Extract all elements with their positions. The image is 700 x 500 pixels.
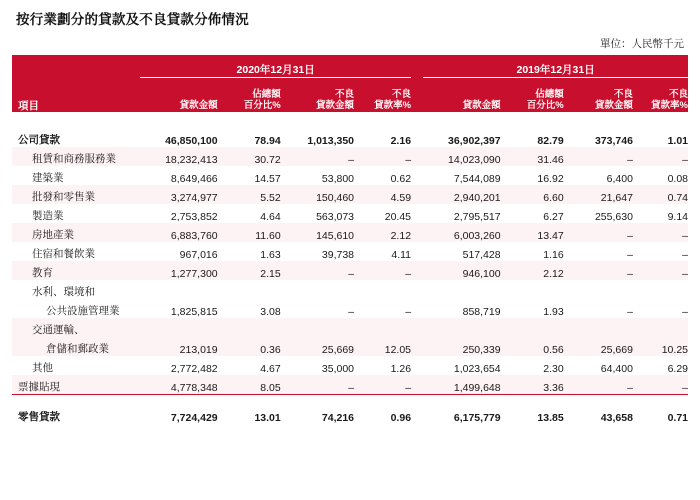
- npl-2019: –: [627, 230, 633, 242]
- table-row: [12, 337, 688, 356]
- amount-2020: 18,232,413: [165, 154, 218, 166]
- table-row: [12, 299, 688, 318]
- pct-2019: 1.93: [543, 306, 564, 318]
- pct-2020: 4.67: [260, 363, 281, 375]
- pct-2019: 31.46: [537, 154, 564, 166]
- column-gap: [411, 318, 423, 337]
- amount-2020: 1,277,300: [170, 268, 218, 280]
- table-row: [12, 204, 688, 223]
- amount-2020: 4,778,348: [170, 382, 218, 394]
- pct-2019: 2.30: [543, 363, 564, 375]
- npl-2020: –: [348, 382, 355, 394]
- nplr-2020: 20.45: [384, 211, 412, 223]
- column-gap: [411, 242, 423, 261]
- amount-2020: 2,753,852: [170, 211, 218, 223]
- nplr-2019: 10.25: [661, 344, 688, 356]
- header-group-2019: 2019年12月31日: [423, 55, 688, 78]
- npl-2020: 563,073: [316, 211, 355, 223]
- amount-2020: 7,724,429: [170, 412, 218, 424]
- amount-2020: 3,274,977: [170, 192, 218, 204]
- nplr-2019: 6.29: [667, 363, 688, 375]
- npl-2019: –: [627, 306, 633, 318]
- page-title: 按行業劃分的貸款及不良貸款分佈情況: [16, 12, 249, 27]
- column-gap: [411, 337, 423, 356]
- npl-2020: –: [348, 268, 355, 280]
- header-2020-npl: [281, 78, 354, 113]
- header-sub-gap: [411, 78, 423, 113]
- header-sub-row: [12, 78, 688, 113]
- pct-2019: 16.92: [537, 173, 564, 185]
- amount-2019: 250,339: [462, 344, 501, 356]
- table-row: [12, 261, 688, 280]
- pct-2020: 5.52: [260, 192, 281, 204]
- header-2019-npl-line1: 不良: [613, 89, 633, 101]
- pct-2019: 3.36: [543, 382, 564, 394]
- pct-2020: 2.15: [260, 268, 281, 280]
- header-2020-pct-line1: 佔總額: [252, 89, 281, 101]
- npl-2020: 53,800: [321, 173, 355, 185]
- nplr-2020: 1.26: [390, 363, 412, 375]
- npl-2020: 145,610: [316, 230, 355, 242]
- nplr-2019: 0.74: [667, 192, 688, 204]
- nplr-2019: 0.71: [667, 412, 688, 424]
- header-blank-cell: [12, 55, 140, 78]
- nplr-2019: [633, 280, 688, 299]
- pct-2019: 6.60: [543, 192, 564, 204]
- column-gap: [411, 185, 423, 204]
- table-row: [12, 375, 688, 394]
- pct-2020: 13.01: [254, 412, 281, 424]
- header-2019-nplr-line2: 貸款率%: [651, 100, 688, 112]
- nplr-2020: –: [405, 306, 412, 318]
- unit-label: 單位：人民幣千元: [600, 38, 684, 50]
- amount-2019: 7,544,089: [453, 173, 501, 185]
- nplr-2019: 9.14: [667, 211, 688, 223]
- table-row: [12, 147, 688, 166]
- pct-2020: 8.05: [260, 382, 281, 394]
- header-item-label: 項目: [12, 78, 140, 113]
- column-gap: [411, 405, 423, 424]
- amount-2020: 213,019: [179, 344, 218, 356]
- pct-2019: 1.16: [543, 249, 564, 261]
- pct-2019: [501, 318, 564, 337]
- nplr-2019: –: [682, 382, 688, 394]
- nplr-2020: 4.59: [390, 192, 412, 204]
- table-row: [12, 318, 688, 337]
- pct-2020: 3.08: [260, 306, 281, 318]
- amount-2019: 1,023,654: [453, 363, 501, 375]
- npl-2019: 255,630: [594, 211, 633, 223]
- npl-2020: 74,216: [321, 412, 355, 424]
- column-gap: [411, 261, 423, 280]
- nplr-2019: 0.08: [667, 173, 688, 185]
- row-label: 票據貼現: [18, 381, 60, 393]
- npl-2020: –: [348, 154, 355, 166]
- nplr-2019: –: [682, 154, 688, 166]
- pct-2019: 13.47: [537, 230, 564, 242]
- pct-2020: 30.72: [254, 154, 281, 166]
- amount-2019: 14,023,090: [448, 154, 501, 166]
- table-row: [12, 166, 688, 185]
- npl-2020: 35,000: [321, 363, 355, 375]
- header-2019-pct-line2: 百分比%: [526, 100, 564, 112]
- nplr-2020: 12.05: [384, 344, 412, 356]
- header-spacer-row: [12, 112, 688, 128]
- amount-2019: 858,719: [462, 306, 501, 318]
- pct-2020: 11.60: [255, 230, 281, 242]
- row-label: 公共設施管理業: [46, 305, 120, 317]
- npl-2020: [281, 280, 354, 299]
- table-row: [12, 405, 688, 424]
- npl-2019: [564, 318, 633, 337]
- table-row: [12, 223, 688, 242]
- npl-2020: –: [348, 306, 355, 318]
- header-2020-nplr-line1: 不良: [392, 89, 412, 101]
- npl-2020: 25,669: [321, 344, 355, 356]
- header-2020-nplr: [354, 78, 411, 113]
- nplr-2020: 0.96: [390, 412, 412, 424]
- npl-2019: 21,647: [600, 192, 633, 204]
- nplr-2019: –: [682, 230, 688, 242]
- pct-2019: 82.79: [537, 135, 564, 147]
- nplr-2019: –: [682, 249, 688, 261]
- nplr-2020: 2.12: [390, 230, 412, 242]
- header-2020-amount: 貸款金額: [140, 78, 217, 113]
- pct-2020: [218, 280, 281, 299]
- amount-2020: [140, 318, 217, 337]
- nplr-2020: 4.11: [391, 249, 412, 261]
- nplr-2020: [354, 318, 411, 337]
- amount-2019: [423, 318, 500, 337]
- row-label: 批發和零售業: [32, 191, 95, 203]
- pct-2020: 0.36: [260, 344, 281, 356]
- header-2019-pct: [501, 78, 564, 113]
- npl-2020: 39,738: [321, 249, 355, 261]
- nplr-2019: –: [682, 306, 688, 318]
- amount-2019: 2,940,201: [453, 192, 501, 204]
- row-label: 教育: [32, 267, 53, 279]
- pct-2020: 14.57: [254, 173, 281, 185]
- column-gap: [411, 299, 423, 318]
- npl-2019: –: [627, 268, 633, 280]
- table-body: [12, 55, 688, 128]
- amount-2020: 8,649,466: [170, 173, 218, 185]
- npl-2020: [281, 318, 354, 337]
- row-label: 製造業: [32, 210, 64, 222]
- nplr-2020: [354, 280, 411, 299]
- column-gap: [411, 166, 423, 185]
- header-2019-pct-line1: 佔總額: [535, 89, 564, 101]
- table-row: [12, 185, 688, 204]
- header-2020-pct: [218, 78, 281, 113]
- amount-2019: 1,499,648: [453, 382, 501, 394]
- amount-2019: 6,175,779: [453, 412, 501, 424]
- loan-distribution-table: [12, 55, 688, 128]
- npl-2019: 25,669: [600, 344, 633, 356]
- column-gap: [411, 204, 423, 223]
- table-row: [12, 356, 688, 375]
- column-gap: [411, 356, 423, 375]
- table-row: [12, 128, 688, 147]
- row-label: 建築業: [32, 172, 64, 184]
- pct-2019: 2.12: [543, 268, 564, 280]
- row-label: 水利、環境和: [32, 286, 95, 298]
- column-gap: [411, 128, 423, 147]
- column-gap: [411, 280, 423, 299]
- header-2020-npl-line2: 貸款金額: [315, 100, 354, 112]
- header-2019-npl-line2: 貸款金額: [594, 100, 633, 112]
- row-label: 交通運輸、: [32, 324, 85, 336]
- section-gap-cell: [12, 395, 688, 405]
- pct-2019: 13.85: [537, 412, 564, 424]
- header-group-row: [12, 55, 688, 78]
- row-label: 房地產業: [32, 229, 74, 241]
- row-label: 其他: [32, 362, 53, 374]
- npl-2019: –: [627, 249, 633, 261]
- npl-2019: –: [627, 154, 633, 166]
- nplr-2020: –: [405, 268, 412, 280]
- pct-2020: 78.94: [254, 135, 281, 147]
- amount-2020: 46,850,100: [165, 135, 218, 147]
- amount-2020: 967,016: [179, 249, 218, 261]
- npl-2019: 64,400: [600, 363, 633, 375]
- nplr-2020: 0.62: [390, 173, 412, 185]
- nplr-2020: 2.16: [390, 135, 412, 147]
- npl-2020: 150,460: [316, 192, 355, 204]
- amount-2019: 946,100: [462, 268, 501, 280]
- pct-2020: [218, 318, 281, 337]
- pct-2019: 0.56: [543, 344, 564, 356]
- header-2020-pct-line2: 百分比%: [243, 100, 281, 112]
- loan-distribution-data: [12, 128, 688, 424]
- npl-2019: –: [627, 382, 633, 394]
- npl-2019: [564, 280, 633, 299]
- column-gap: [411, 375, 423, 394]
- amount-2019: 517,428: [462, 249, 501, 261]
- header-group-2020: 2020年12月31日: [140, 55, 411, 78]
- npl-2019: 373,746: [594, 135, 633, 147]
- pct-2020: 4.64: [260, 211, 281, 223]
- row-label: 住宿和餐飲業: [32, 248, 95, 260]
- nplr-2019: [633, 318, 688, 337]
- nplr-2020: –: [405, 382, 412, 394]
- table-row: [12, 280, 688, 299]
- pct-2019: 6.27: [543, 211, 564, 223]
- npl-2019: 6,400: [606, 173, 633, 185]
- header-2020-nplr-line2: 貸款率%: [374, 100, 412, 112]
- pct-2020: 1.63: [260, 249, 281, 261]
- row-label: 公司貸款: [18, 134, 60, 146]
- header-2019-amount: 貸款金額: [423, 78, 500, 113]
- header-gap-cell: [411, 55, 423, 78]
- header-2019-npl: [564, 78, 633, 113]
- amount-2019: 2,795,517: [453, 211, 501, 223]
- data-rows: [12, 128, 688, 424]
- column-gap: [411, 147, 423, 166]
- row-label: 租賃和商務服務業: [32, 153, 116, 165]
- row-label: 零售貸款: [18, 411, 60, 423]
- header-2019-nplr-line1: 不良: [668, 89, 688, 101]
- header-2020-npl-line1: 不良: [334, 89, 354, 101]
- pct-2019: [501, 280, 564, 299]
- section-gap: [12, 395, 688, 405]
- amount-2020: [140, 280, 217, 299]
- amount-2019: [423, 280, 500, 299]
- amount-2020: 6,883,760: [170, 230, 218, 242]
- nplr-2019: 1.01: [667, 135, 688, 147]
- amount-2020: 1,825,815: [170, 306, 218, 318]
- npl-2020: 1,013,350: [307, 135, 355, 147]
- amount-2019: 6,003,260: [453, 230, 501, 242]
- nplr-2020: –: [405, 154, 412, 166]
- column-gap: [411, 223, 423, 242]
- npl-2019: 43,658: [600, 412, 633, 424]
- table-row: [12, 242, 688, 261]
- header-spacer-cell: [12, 112, 688, 128]
- row-label: 倉儲和郵政業: [46, 343, 109, 355]
- amount-2019: 36,902,397: [448, 135, 501, 147]
- nplr-2019: –: [682, 268, 688, 280]
- amount-2020: 2,772,482: [170, 363, 218, 375]
- header-2019-nplr: [633, 78, 688, 113]
